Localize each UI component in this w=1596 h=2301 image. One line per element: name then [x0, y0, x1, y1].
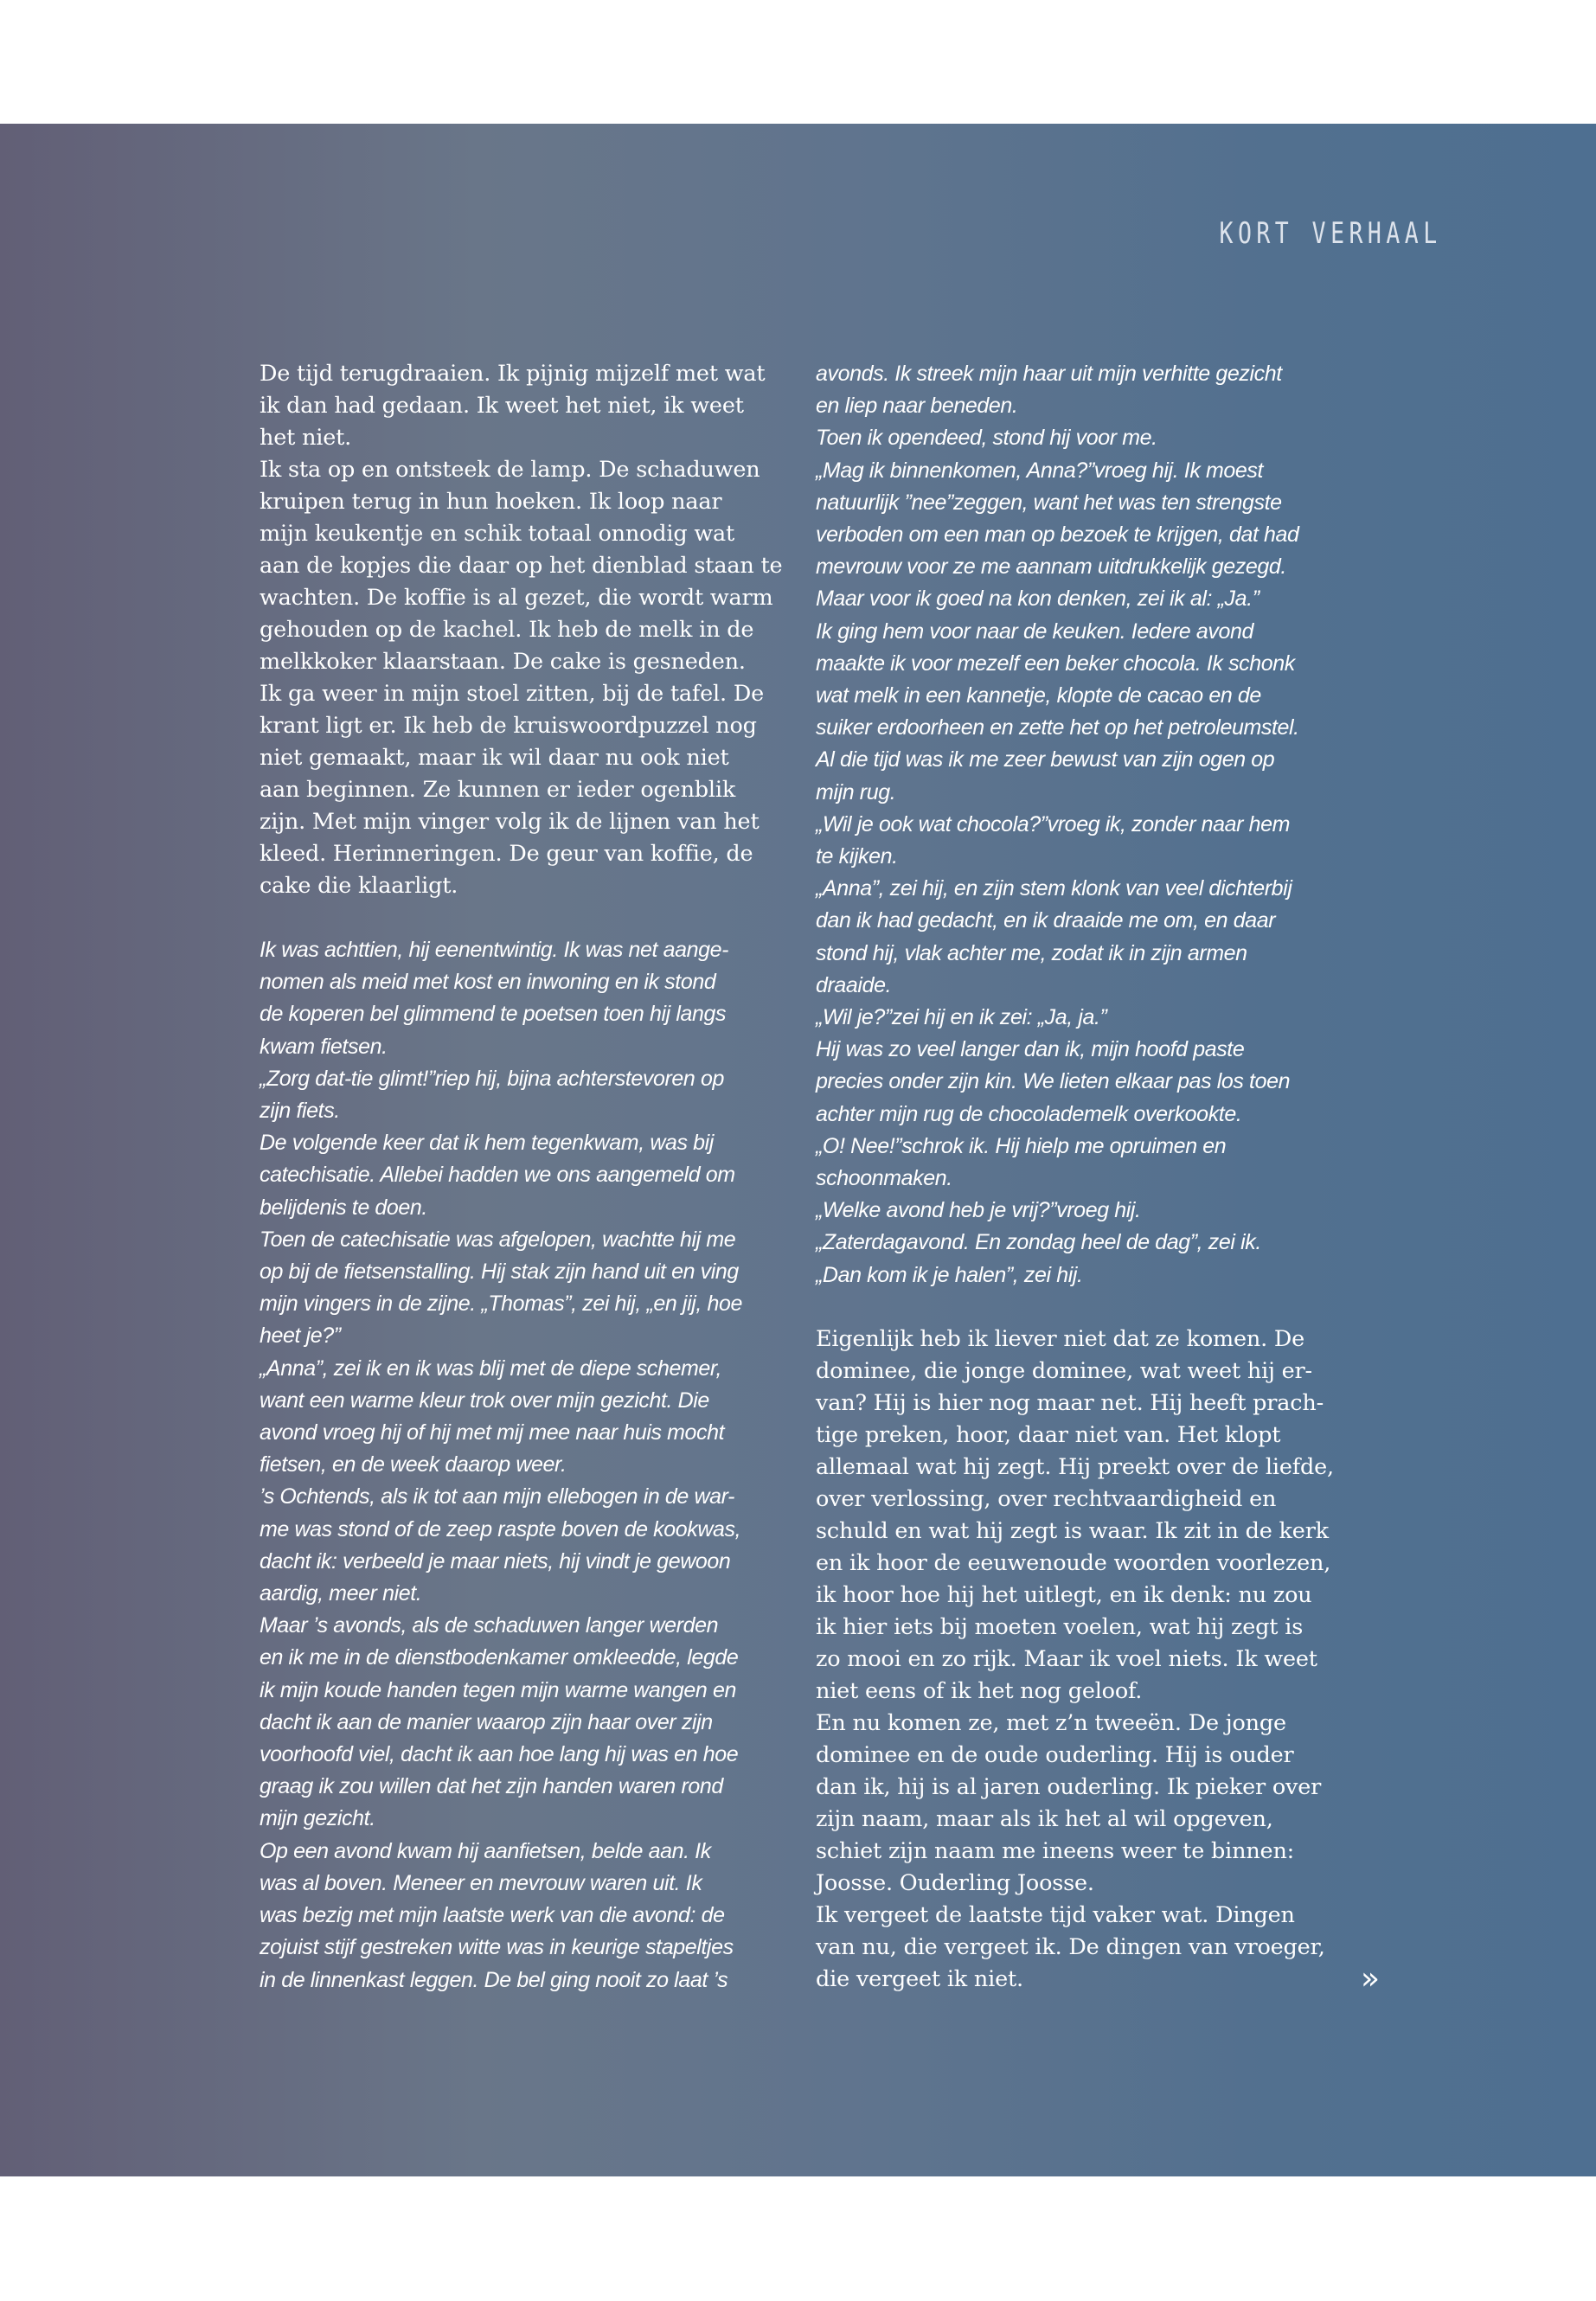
- flashback-paragraph: De volgende keer dat ik hem tegenkwam, was bij catechisatie. Allebei hadden we ons aangemeld om belijdenis te doen.: [260, 1131, 735, 1220]
- page-background: [0, 124, 1596, 2176]
- flashback-paragraph: „Dan kom ik je halen”, zei hij.: [816, 1262, 1083, 1287]
- body-paragraph: De tijd terugdraaien. Ik pijnig mijzelf met wat ik dan had gedaan. Ik weet het niet, ik weet het niet.: [260, 361, 766, 451]
- flashback-continued-block: [816, 358, 1348, 1292]
- flashback-paragraph: avonds. Ik streek mijn haar uit mijn verhitte gezicht en liep naar beneden.: [816, 362, 1282, 419]
- flashback-paragraph: ’s Ochtends, als ik tot aan mijn ellebogen in de war- me was stond of de zeep raspte boven de kookwas, dacht ik: verbeeld je maar niets, hij vindt je gewoon aardig, meer niet.: [260, 1484, 741, 1606]
- flashback-text-block: [260, 934, 792, 1997]
- flashback-paragraph: Hij was zo veel langer dan ik, mijn hoofd paste precies onder zijn kin. We lieten elkaar pas los toen achter mijn rug de chocolademelk overkookte.: [816, 1037, 1291, 1126]
- right-column: [816, 358, 1348, 1996]
- body-paragraph: En nu komen ze, met z’n tweeën. De jonge dominee en de oude ouderling. Hij is ouder dan ik, hij is al jaren ouderling. Ik pieker over zijn naam, maar als ik het al wil opgeven, schiet zijn naam me ineens weer te binnen: Joosse. Ouderling Joosse.: [816, 1709, 1322, 1896]
- body-paragraph: Ik ga weer in mijn stoel zitten, bij de tafel. De krant ligt er. Ik heb de kruiswoordpuzzel nog niet gemaakt, maar ik wil daar nu ook niet aan beginnen. Ze kunnen er ieder ogenblik zijn. Met mijn vinger volg ik de lijnen van het kleed. Herinneringen. De geur van koffie, de cake die klaarligt.: [260, 681, 764, 899]
- flashback-paragraph: Ik was achttien, hij eenentwintig. Ik was net aange- nomen als meid met kost en inwoning en ik stond de koperen bel glimmend te poetsen toen hij langs kwam fietsen.: [260, 938, 729, 1059]
- double-chevron-right-icon: »: [1361, 1961, 1381, 1997]
- flashback-paragraph: „Welke avond heb je vrij?”vroeg hij.: [816, 1198, 1141, 1223]
- body-paragraph: Ik vergeet de laatste tijd vaker wat. Dingen van nu, die vergeet ik. De dingen van vroeger, die vergeet ik niet.: [816, 1901, 1325, 1992]
- flashback-paragraph: „Zorg dat-tie glimt!”riep hij, bijna achterstevoren op zijn fiets.: [260, 1066, 724, 1124]
- intro-text-block: [260, 358, 792, 902]
- flashback-paragraph: Maar ’s avonds, als de schaduwen langer werden en ik me in de dienstbodenkamer omkleedde, legde ik mijn koude handen tegen mijn warme wangen en dacht ik aan de manier waarop zijn haar over zijn voorhoofd viel, dacht ik aan hoe lang hij was en hoe graag ik zou willen dat het zijn handen waren rond mijn gezicht.: [260, 1613, 739, 1831]
- body-paragraph: Ik sta op en ontsteek de lamp. De schaduwen kruipen terug in hun hoeken. Ik loop naar mijn keukentje en schik totaal onnodig wat aan de kopjes die daar op het dienblad staan te wachten. De koffie is al gezet, die wordt warm gehouden op de kachel. Ik heb de melk in de melkkoker klaarstaan. De cake is gesneden.: [260, 457, 783, 675]
- flashback-paragraph: „Wil je ook wat chocola?”vroeg ik, zonder naar hem te kijken.: [816, 811, 1291, 869]
- flashback-paragraph: Al die tijd was ik me zeer bewust van zijn ogen op mijn rug.: [816, 747, 1275, 804]
- present-text-block: [816, 1324, 1348, 1996]
- flashback-paragraph: Toen de catechisatie was afgelopen, wachtte hij me op bij de fietsenstalling. Hij stak zijn hand uit en ving mijn vingers in de zijne. „Thomas”, zei hij, „en jij, hoe heet je?”: [260, 1227, 742, 1349]
- flashback-paragraph: „Anna”, zei ik en ik was blij met de diepe schemer, want een warme kleur trok over mijn gezicht. Die avond vroeg hij of hij met mij mee naar huis mocht fietsen, en de week daarop weer.: [260, 1356, 725, 1477]
- body-paragraph: Eigenlijk heb ik liever niet dat ze komen. De dominee, die jonge dominee, wat weet hij er- van? Hij is hier nog maar net. Hij heeft prach- tige preken, hoor, daar niet van. Het klopt allemaal wat hij zegt. Hij preekt over de liefde, over verlossing, over rechtvaardigheid en schuld en wat hij zegt is waar. Ik zit in de kerk en ik hoor de eeuwenoude woorden voorlezen, ik hoor hoe hij het uitlegt, en ik denk: nu zou ik hier iets bij moeten voelen, wat hij zegt is zo mooi en zo rijk. Maar ik voel niets. Ik weet niet eens of ik het nog geloof.: [816, 1325, 1334, 1704]
- flashback-paragraph: „Wil je?”zei hij en ik zei: „Ja, ja.”: [816, 1005, 1107, 1030]
- flashback-paragraph: Ik ging hem voor naar de keuken. Iedere avond maakte ik voor mezelf een beker chocola. Ik schonk wat melk in een kannetje, klopte de cacao en de suiker erdoorheen en zette het op het petroleumstel.: [816, 619, 1299, 740]
- section-label: KORT VERHAAL: [1219, 216, 1442, 251]
- flashback-paragraph: Maar voor ik goed na kon denken, zei ik al: „Ja.”: [816, 586, 1259, 612]
- flashback-paragraph: „Mag ik binnenkomen, Anna?”vroeg hij. Ik moest natuurlijk ”nee”zeggen, want het was ten strengste verboden om een man op bezoek te krijgen, dat had mevrouw voor ze me aannam uitdrukkelijk gezegd.: [816, 458, 1299, 580]
- paragraph-gap: [260, 902, 792, 934]
- flashback-paragraph: „Zaterdagavond. En zondag heel de dag”, zei ik.: [816, 1230, 1261, 1255]
- flashback-paragraph: Toen ik opendeed, stond hij voor me.: [816, 426, 1157, 451]
- flashback-paragraph: „O! Nee!”schrok ik. Hij hielp me opruimen en schoonmaken.: [816, 1133, 1227, 1191]
- paragraph-gap: [816, 1292, 1348, 1324]
- flashback-paragraph: „Anna”, zei hij, en zijn stem klonk van veel dichterbij dan ik had gedacht, en ik draaide me om, en daar stond hij, vlak achter me, zodat ik in zijn armen draaide.: [816, 876, 1292, 997]
- left-column: [260, 358, 792, 1997]
- flashback-paragraph: Op een avond kwam hij aanfietsen, belde aan. Ik was al boven. Meneer en mevrouw waren uit. Ik was bezig met mijn laatste werk van die avond: de zojuist stijf gestreken witte was in keurige stapeltjes in de linnenkast leggen. De bel ging nooit zo laat ’s: [260, 1838, 734, 1992]
